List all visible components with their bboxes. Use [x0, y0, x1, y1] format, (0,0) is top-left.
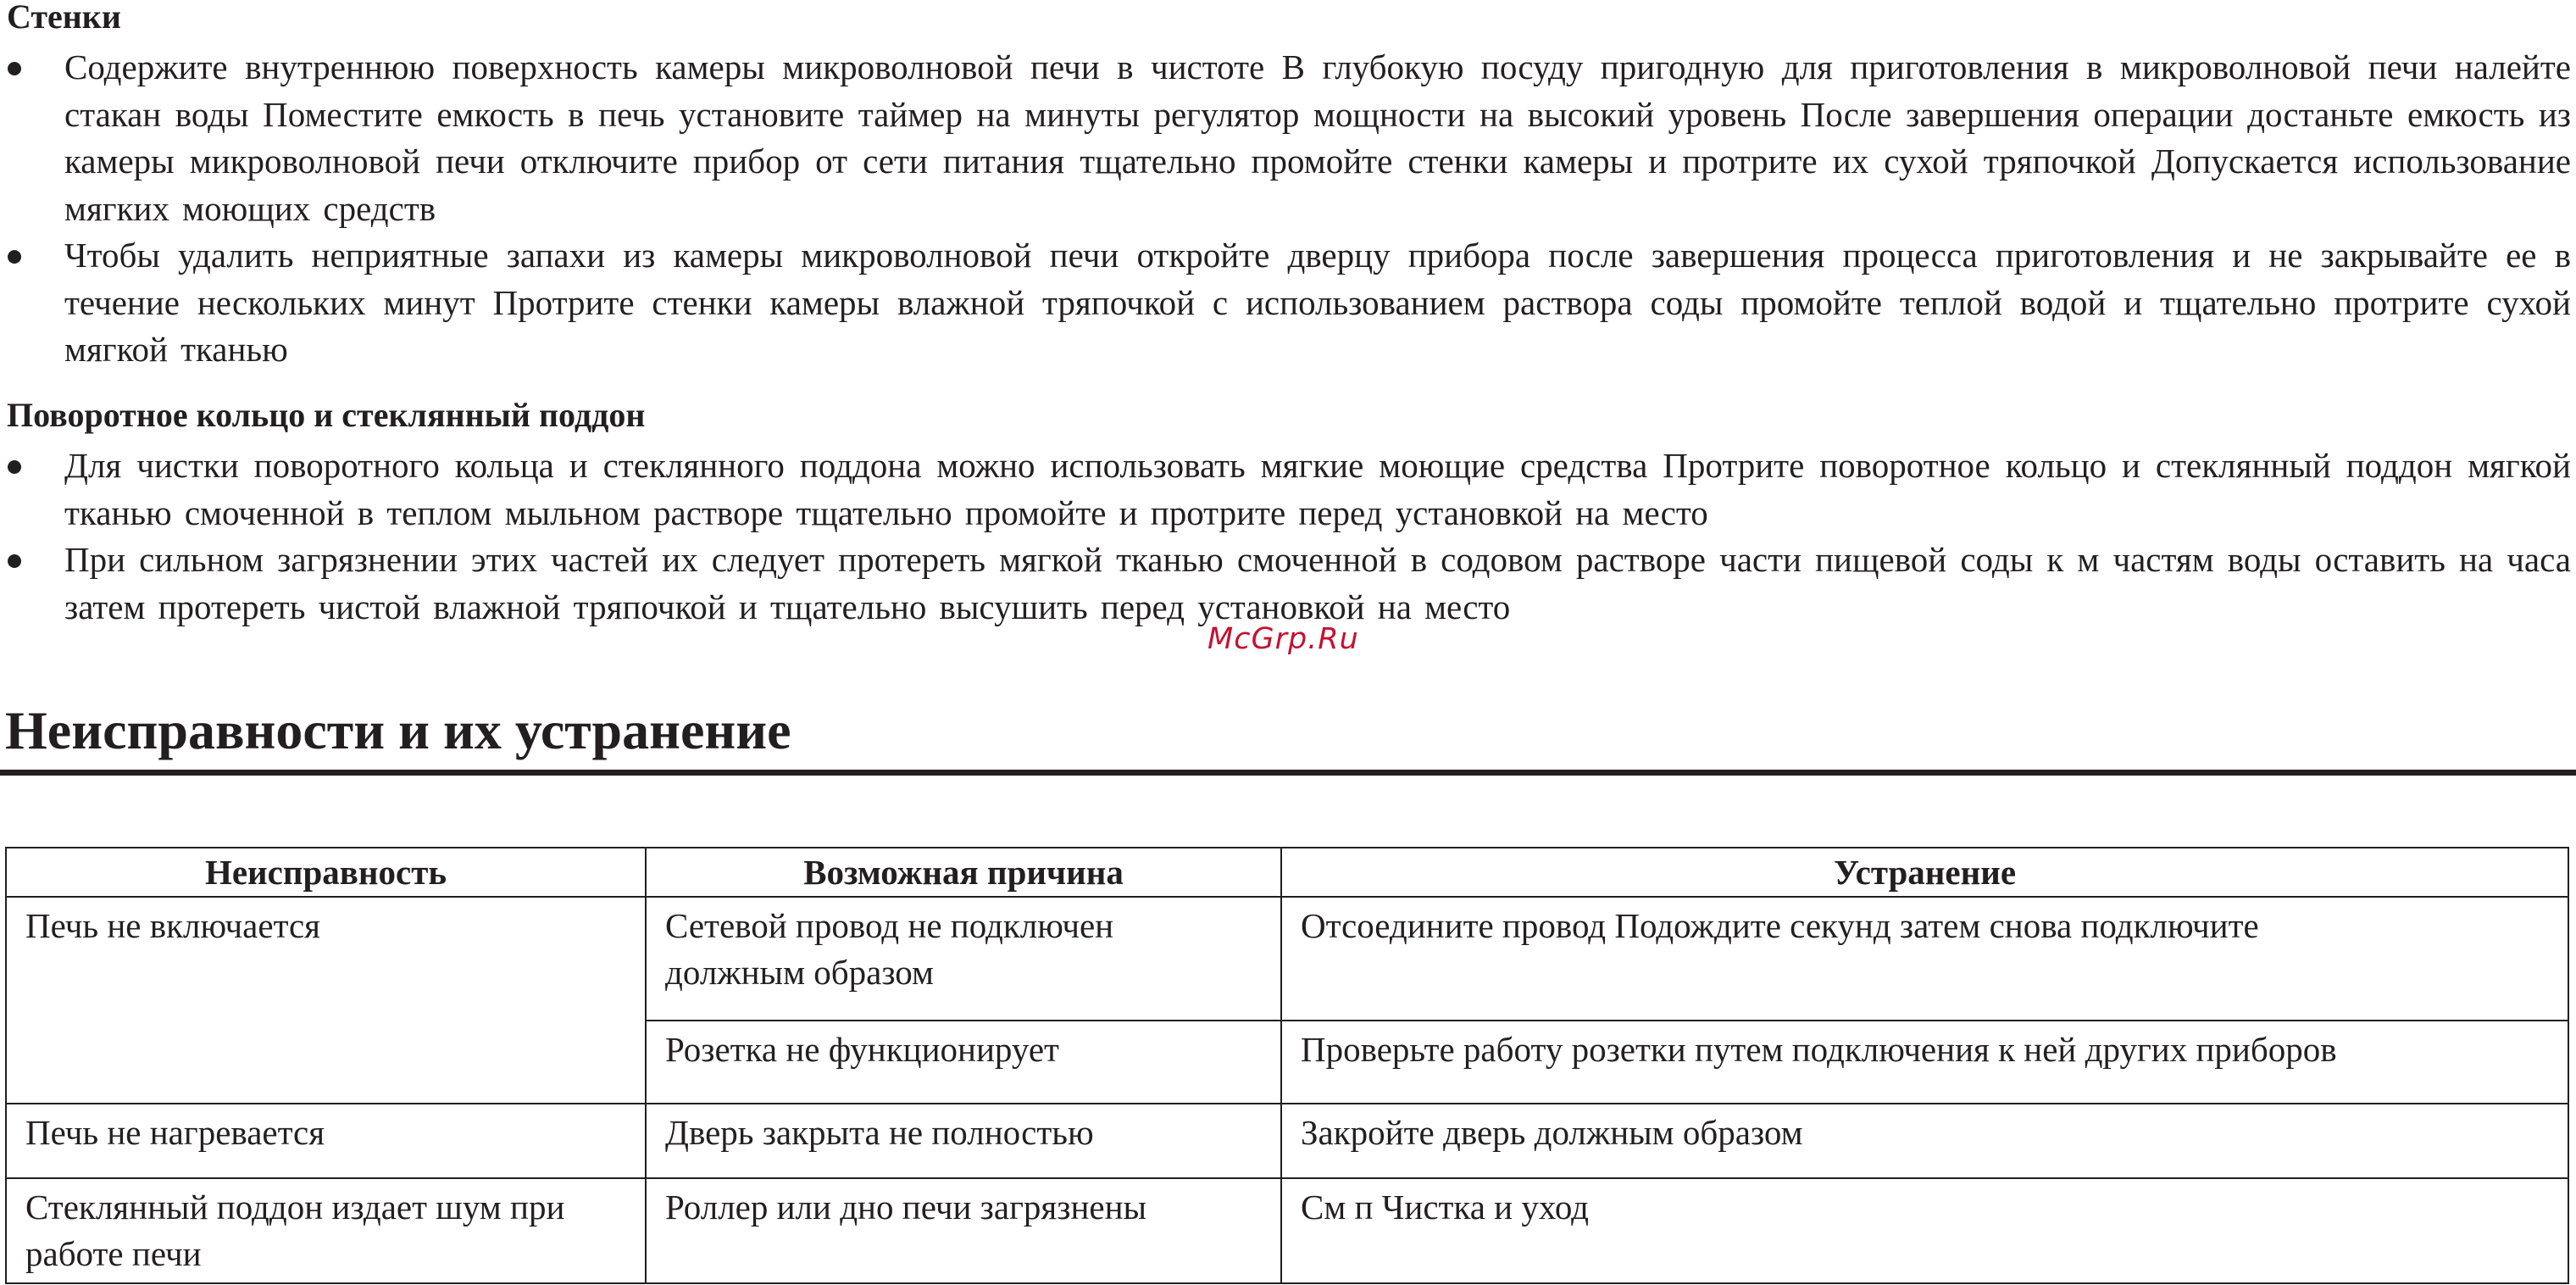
list-item-text: Содержите внутреннюю поверхность камеры микроволновой печи в чистоте В глубокую посуду пригодную для приготовления в микроволновой печи налейте стакан воды Поместите емкость в печь установите таймер на минуты регулятор мощности на высокий уровень После завершения операции достаньте емкость из камеры микроволновой печи отключите прибор от сети питания тщательно промойте стенки камеры и протрите их сухой тряпочкой Допускается использование мягких моющих средств: [64, 47, 2571, 228]
fix-cell: См п Чистка и уход: [1281, 1178, 2568, 1283]
bullet-icon: [8, 554, 21, 568]
list-item: [0, 442, 2571, 537]
problem-cell: Печь не включается: [6, 897, 646, 1104]
cause-cell: Роллер или дно печи загрязнены: [646, 1178, 1281, 1283]
cause-cell: Розетка не функционирует: [646, 1021, 1281, 1104]
list-item-text: Чтобы удалить неприятные запахи из камеры микроволновой печи откройте дверцу прибора после завершения процесса приготовления и не закрывайте ее в течение нескольких минут Протрите стенки камеры влажной тряпочкой с использованием раствора соды промойте теплой водой и тщательно протрите сухой мягкой тканью: [64, 236, 2571, 369]
walls-list: [0, 44, 2571, 374]
watermark-link[interactable]: McGrp.Ru: [1208, 622, 1359, 656]
title-divider: [0, 770, 2576, 776]
problem-cell: Стеклянный поддон издает шум при работе печи: [6, 1178, 646, 1283]
list-item-text: При сильном загрязнении этих частей их следует протереть мягкой тканью смоченной в содовом растворе части пищевой соды к м частям воды оставить на часа затем протереть чистой влажной тряпочкой и тщательно высушить перед установкой на место: [64, 540, 2571, 626]
list-item: [0, 537, 2571, 631]
table-row: [6, 897, 2568, 1021]
ring-tray-list: [0, 442, 2571, 631]
fix-cell: Закройте дверь должным образом: [1281, 1104, 2568, 1178]
bullet-icon: [8, 62, 21, 75]
fix-cell: Отсоедините провод Подождите секунд затем снова подключите: [1281, 897, 2568, 1021]
cause-cell: Сетевой провод не подключен должным образом: [646, 897, 1281, 1021]
troubleshooting-title: Неисправности и их устранение: [5, 700, 791, 760]
bullet-icon: [8, 250, 21, 264]
header-problem: Неисправность: [6, 848, 646, 897]
cause-cell: Дверь закрыта не полностью: [646, 1104, 1281, 1178]
header-cause: Возможная причина: [646, 848, 1281, 897]
list-item: [0, 44, 2571, 232]
table-row: [6, 1104, 2568, 1178]
list-item: [0, 232, 2571, 374]
ring-tray-heading: Поворотное кольцо и стеклянный поддон: [7, 396, 646, 434]
bullet-icon: [8, 460, 21, 474]
table-row: [6, 1178, 2568, 1283]
problem-cell: Печь не нагревается: [6, 1104, 646, 1178]
fix-cell: Проверьте работу розетки путем подключения к ней других приборов: [1281, 1021, 2568, 1104]
walls-heading: Стенки: [7, 0, 121, 36]
troubleshooting-table: [5, 847, 2569, 1284]
table-header-row: [6, 848, 2568, 897]
list-item-text: Для чистки поворотного кольца и стеклянного поддона можно использовать мягкие моющие средства Протрите поворотное кольцо и стеклянный поддон мягкой тканью смоченной в теплом мыльном растворе тщательно промойте и протрите перед установкой на место: [64, 446, 2571, 532]
header-fix: Устранение: [1281, 848, 2568, 897]
